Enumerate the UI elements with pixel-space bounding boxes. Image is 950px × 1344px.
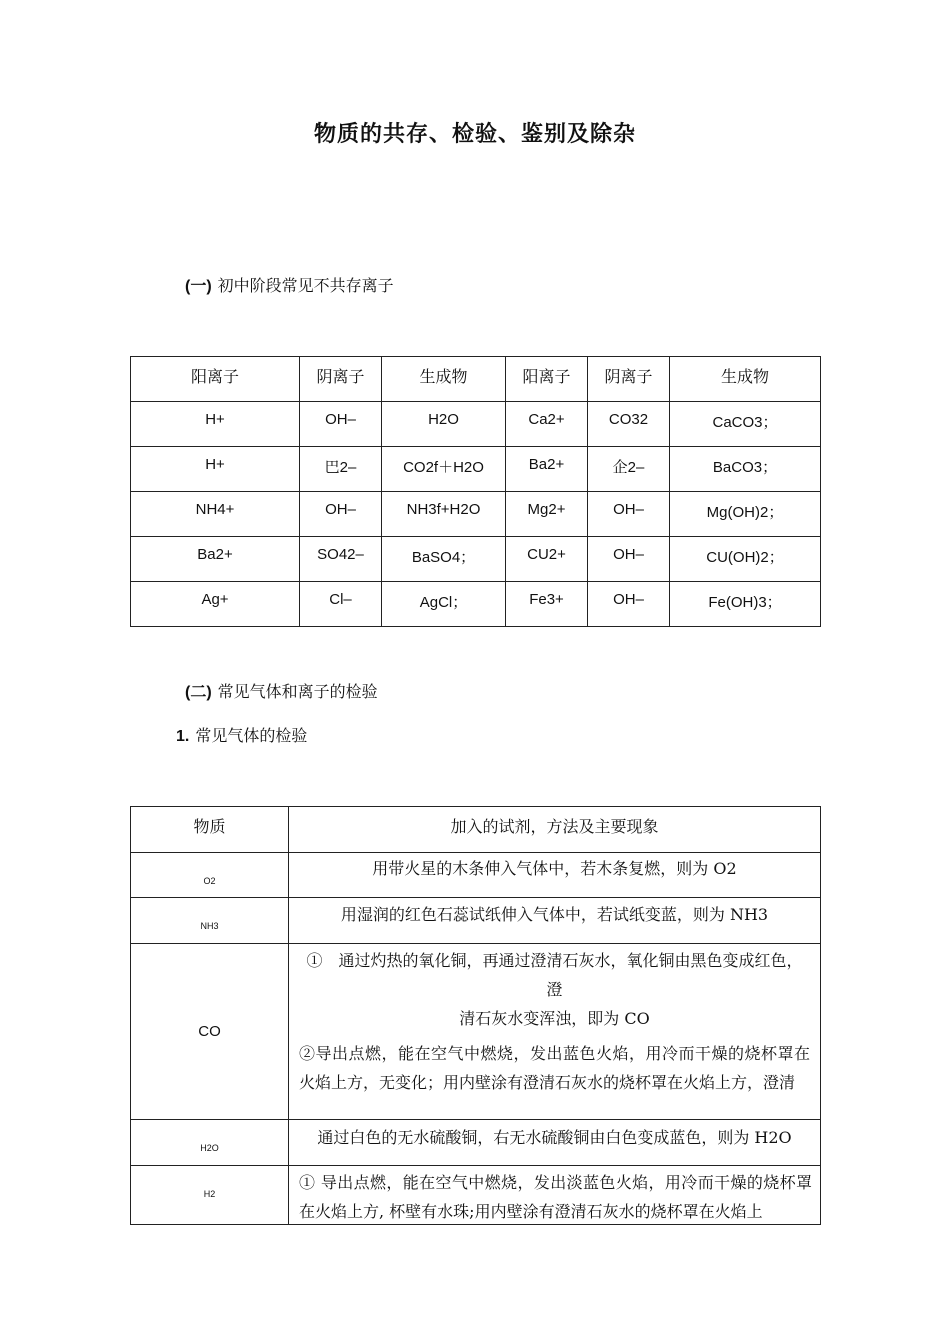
section-text: 常见气体和离子的检验 — [217, 682, 378, 701]
table-cell: OH– — [588, 492, 670, 537]
column-header: 阴离子 — [300, 357, 382, 402]
table-cell: Mg2+ — [506, 492, 588, 537]
table-cell: CU(OH)2； — [670, 537, 821, 582]
section-text: 初中阶段常见不共存离子 — [217, 276, 394, 295]
gas-test-table — [130, 806, 821, 1225]
table-cell: CO2f＋H2O — [382, 447, 506, 492]
table-row — [131, 898, 821, 944]
subsection-heading-1 — [176, 723, 307, 746]
table-cell: AgCl； — [382, 582, 506, 627]
table-cell: CO32 — [588, 402, 670, 447]
table-header-row — [131, 807, 821, 853]
table-row — [131, 853, 821, 898]
column-header: 阳离子 — [131, 357, 300, 402]
table-cell: 巴2– — [300, 447, 382, 492]
substance-cell: O2 — [131, 853, 289, 898]
section-heading-2 — [185, 679, 378, 702]
table-cell: OH– — [300, 402, 382, 447]
method-line: ① 通过灼热的氧化铜，再通过澄清石灰水，氧化铜由黑色变成红色，澄 — [306, 951, 803, 999]
table-cell: CaCO3； — [670, 402, 821, 447]
table-cell: Mg(OH)2； — [670, 492, 821, 537]
table-cell: OH– — [588, 537, 670, 582]
table-cell: 企2– — [588, 447, 670, 492]
table-row — [131, 944, 821, 1120]
table-cell: OH– — [588, 582, 670, 627]
section-number: (一) — [185, 278, 212, 295]
table-cell: H+ — [131, 447, 300, 492]
table-row — [131, 1120, 821, 1166]
table-cell: H+ — [131, 402, 300, 447]
table-cell: SO42– — [300, 537, 382, 582]
column-header: 生成物 — [670, 357, 821, 402]
section-heading-1 — [185, 273, 394, 296]
table-cell: Fe(OH)3； — [670, 582, 821, 627]
table-cell: CU2+ — [506, 537, 588, 582]
table-header-row — [131, 357, 821, 402]
method-clip: ① 导出点燃，能在空气中燃烧，发出淡蓝色火焰，用冷而干燥的烧杯罩在火焰上方, 杯壁有水珠;用内壁涂有澄清石灰水的烧杯罩在火焰上 — [299, 1173, 812, 1221]
table-row — [131, 537, 821, 582]
method-line: 清石灰水变浑浊，即为 CO — [459, 1009, 650, 1028]
method-cell: 用带火星的木条伸入气体中，若木条复燃，则为 O2 — [289, 853, 821, 898]
table-row — [131, 402, 821, 447]
method-clip — [299, 946, 810, 1117]
method-cell: 通过白色的无水硫酸铜，右无水硫酸铜由白色变成蓝色，则为 H2O — [289, 1120, 821, 1166]
method-cell — [289, 1166, 821, 1225]
table-row — [131, 1166, 821, 1225]
table-cell: NH4+ — [131, 492, 300, 537]
table-cell: Fe3+ — [506, 582, 588, 627]
table-cell: Ba2+ — [506, 447, 588, 492]
subsection-number: 1. — [176, 728, 190, 745]
method-cell: 用湿润的红色石蕊试纸伸入气体中，若试纸变蓝，则为 NH3 — [289, 898, 821, 944]
substance-cell: CO — [131, 944, 289, 1120]
table-cell: BaCO3； — [670, 447, 821, 492]
substance-cell: NH3 — [131, 898, 289, 944]
page-title: 物质的共存、检验、鉴别及除杂 — [313, 122, 636, 147]
column-header: 物质 — [131, 807, 289, 853]
column-header: 阳离子 — [506, 357, 588, 402]
substance-cell: H2 — [131, 1166, 289, 1225]
table-row — [131, 492, 821, 537]
table-row — [131, 447, 821, 492]
table-cell: H2O — [382, 402, 506, 447]
ion-table — [130, 356, 821, 627]
method-line: ②导出点燃，能在空气中燃烧，发出蓝色火焰，用冷而干燥的烧杯罩在火焰上方，无变化；用内壁涂有澄清石灰水的烧杯罩在火焰上方，澄清 — [299, 1044, 810, 1092]
table-row — [131, 582, 821, 627]
method-cell — [289, 944, 821, 1120]
column-header: 生成物 — [382, 357, 506, 402]
table-cell: NH3f+H2O — [382, 492, 506, 537]
section-number: (二) — [185, 684, 212, 701]
table-cell: BaSO4； — [382, 537, 506, 582]
column-header: 加入的试剂，方法及主要现象 — [289, 807, 821, 853]
table-cell: Cl– — [300, 582, 382, 627]
table-cell: Ca2+ — [506, 402, 588, 447]
column-header: 阴离子 — [588, 357, 670, 402]
table-cell: OH– — [300, 492, 382, 537]
table-cell: Ag+ — [131, 582, 300, 627]
substance-cell: H2O — [131, 1120, 289, 1166]
subsection-text: 常见气体的检验 — [195, 726, 308, 745]
table-cell: Ba2+ — [131, 537, 300, 582]
